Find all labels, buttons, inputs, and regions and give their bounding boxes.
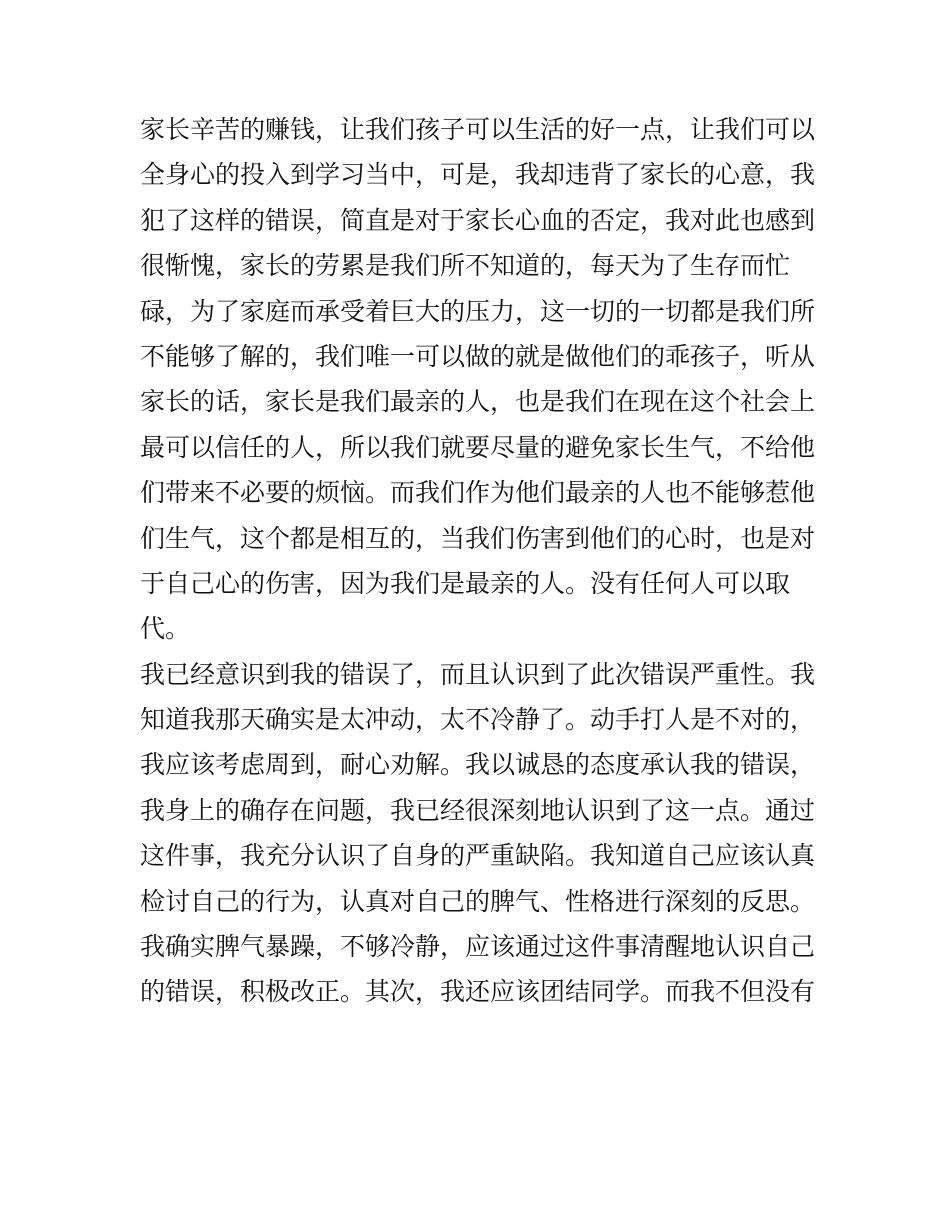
text-line: 不能够了解的，我们唯一可以做的就是做他们的乖孩子，听从 [140, 341, 816, 371]
text-line: 碌，为了家庭而承受着巨大的压力，这一切的一切都是我们所 [140, 296, 816, 326]
text-line: 我身上的确存在问题，我已经很深刻地认识到了这一点。通过 [140, 795, 816, 825]
document-body [140, 107, 816, 1015]
text-line: 家长辛苦的赚钱，让我们孩子可以生活的好一点，让我们可以 [140, 115, 816, 144]
text-line: 的错误，积极改正。其次，我还应该团结同学。而我不但没有 [140, 977, 816, 1007]
text-line: 们生气，这个都是相互的，当我们伤害到他们的心时，也是对 [140, 523, 816, 553]
text-line: 们带来不必要的烦恼。而我们作为他们最亲的人也不能够惹他 [140, 478, 816, 508]
text-line: 全身心的投入到学习当中，可是，我却违背了家长的心意，我 [140, 160, 816, 190]
text-line: 很惭愧，家长的劳累是我们所不知道的，每天为了生存而忙 [140, 251, 791, 281]
text-line: 最可以信任的人，所以我们就要尽量的避免家长生气，不给他 [140, 432, 816, 462]
text-line: 我已经意识到我的错误了，而且认识到了此次错误严重性。我 [140, 659, 816, 689]
text-line: 于自己心的伤害，因为我们是最亲的人。没有任何人可以取 [140, 568, 791, 598]
text-line: 这件事，我充分认识了自身的严重缺陷。我知道自己应该认真 [140, 841, 816, 871]
text-line: 我应该考虑周到，耐心劝解。我以诚恳的态度承认我的错误， [140, 750, 816, 780]
text-line: 代。 [140, 614, 191, 644]
text-line: 知道我那天确实是太冲动，太不冷静了。动手打人是不对的， [140, 705, 816, 735]
text-line: 检讨自己的行为，认真对自己的脾气、性格进行深刻的反思。 [140, 886, 816, 916]
text-line: 犯了这样的错误，简直是对于家长心血的否定，我对此也感到 [140, 205, 816, 235]
text-line: 我确实脾气暴躁，不够冷静，应该通过这件事清醒地认识自己 [140, 932, 816, 962]
text-line: 家长的话，家长是我们最亲的人，也是我们在现在这个社会上 [140, 387, 816, 417]
